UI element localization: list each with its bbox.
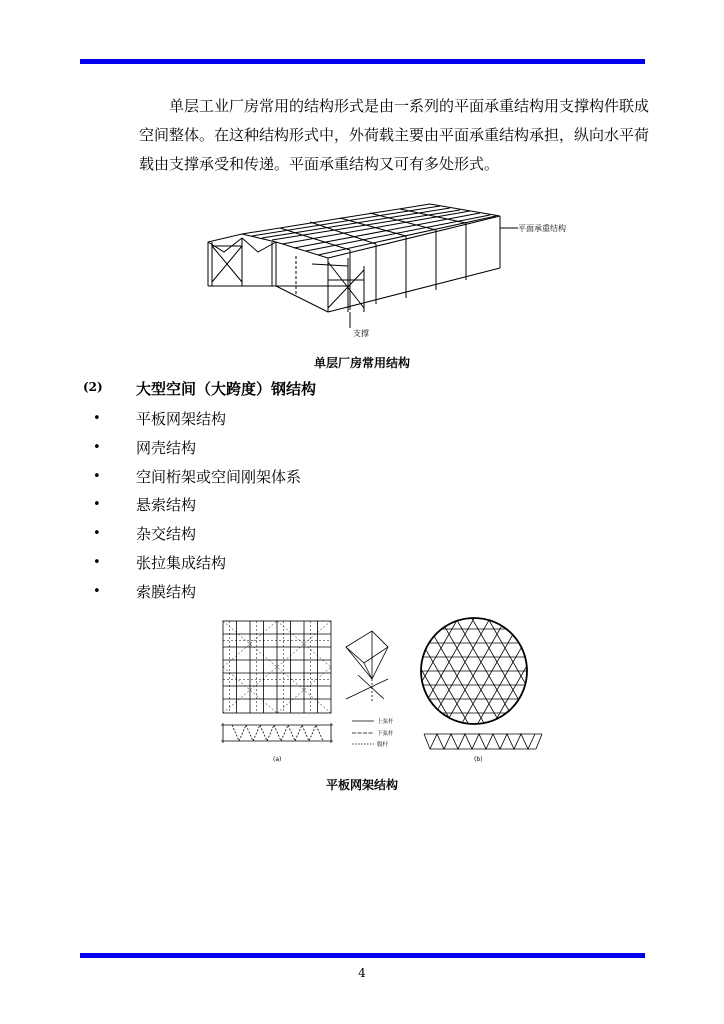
structure-type-list — [93, 405, 301, 607]
list-item: • 空间桁架或空间刚架体系 — [93, 463, 301, 492]
section-number: (2) — [83, 380, 103, 394]
legend-top-chord: 上弦杆 — [377, 719, 394, 725]
figure2-caption: 平板网架结构 — [325, 778, 398, 792]
section-title: 大型空间（大跨度）钢结构 — [136, 380, 317, 398]
list-item: • 杂交结构 — [93, 520, 301, 549]
footer-rule — [80, 953, 645, 958]
list-item: • 悬索结构 — [93, 491, 301, 520]
label-b: (b) — [474, 756, 483, 763]
list-item: • 平板网架结构 — [93, 405, 301, 434]
list-item: • 索膜结构 — [93, 578, 301, 607]
intro-paragraph — [139, 92, 649, 179]
header-rule — [80, 59, 645, 64]
bullet: • — [93, 497, 101, 513]
brace-label: 支撑 — [353, 329, 369, 338]
list-item: • 张拉集成结构 — [93, 549, 301, 578]
list-item: • 网壳结构 — [93, 434, 301, 463]
bullet: • — [93, 554, 101, 570]
page-number: 4 — [358, 966, 366, 980]
legend-web-member: 腹杆 — [377, 742, 389, 748]
space-grid-figure — [218, 617, 550, 765]
industrial-building-figure — [200, 200, 570, 348]
figure1-caption: 单层厂房常用结构 — [313, 356, 410, 370]
bullet: • — [93, 526, 101, 542]
plane-structure-label: 平面承重结构 — [518, 224, 566, 233]
intro-text: 单层工业厂房常用的结构形式是由一系列的平面承重结构用支撑构件联成空间整体。在这种结构形式中，外荷载主要由平面承重结构承担，纵向水平荷载由支撑承受和传递。平面承重结构又可有多处形式。 — [139, 97, 650, 173]
bullet: • — [93, 468, 101, 484]
bullet: • — [93, 411, 101, 426]
bullet: • — [93, 439, 101, 455]
legend-bottom-chord: 下弦杆 — [377, 731, 394, 737]
bullet: • — [93, 583, 101, 599]
label-a: (a) — [273, 756, 282, 763]
